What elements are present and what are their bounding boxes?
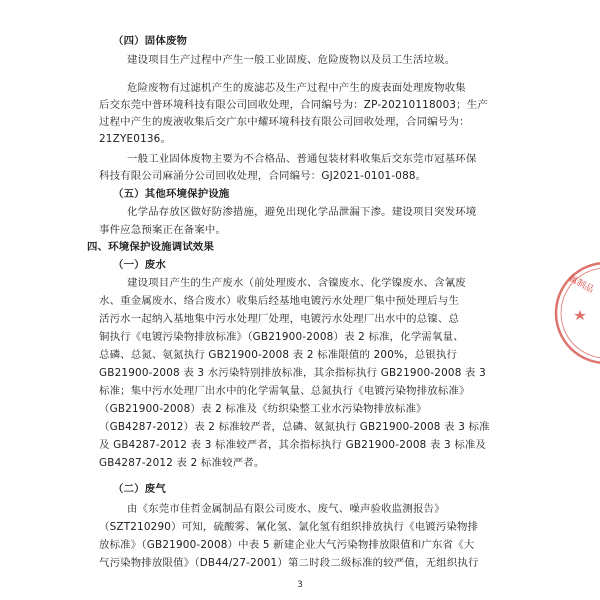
paragraph-line: 活污水一起纳入基地集中污水处理厂处理，电镀污水处理厂出水中的总镍、总 <box>99 313 460 325</box>
paragraph-line: 由《东莞市佳哲金属制品有限公司废水、废气、噪声验收监测报告》 <box>127 503 445 515</box>
paragraph-line: 建设项目产生的生产废水（前处理废水、含镍废水、化学镍废水、含氰废 <box>127 277 466 289</box>
paragraph-line: 总磷、总氮、氨氮执行 GB21900-2008 表 2 标准限值的 200%，总银执行 <box>99 349 458 361</box>
paragraph-line: 科技有限公司麻涌分公司回收处理，合同编号：GJ2021-0101-088。 <box>99 170 427 182</box>
paragraph-line: 水、重金属废水、络合废水）收集后经基地电镀污水处理厂集中预处理后与生 <box>99 295 460 307</box>
paragraph-line: 建设项目生产过程中产生一般工业固废、危险废物以及员工生活垃圾。 <box>127 54 456 66</box>
paragraph-line: 一般工业固体废物主要为不合格品、普通包装材料收集后交东莞市冠基环保 <box>127 153 477 165</box>
paragraph-line: 气污染物排放限值》（DB44/27-2001）第二时段二级标准的较严值，无组织执行 <box>99 557 479 569</box>
section-heading-solid-waste: （四）固体废物 <box>113 35 188 47</box>
paragraph-line: 铜执行《电镀污染物排放标准》（GB21900-2008）表 2 标准，化学需氧量、 <box>99 331 464 343</box>
section-heading-other-facilities: （五）其他环境保护设施 <box>113 188 230 200</box>
paragraph-line: 及 GB4287-2012 表 3 标准较严者，其余指标执行 GB21900-2008 表 3 标准及 <box>99 439 487 451</box>
chapter-heading-debugging-effect: 四、环境保护设施调试效果 <box>87 241 215 253</box>
seal-ring <box>556 263 600 363</box>
paragraph-line: 后交东莞中普环境科技有限公司回收处理，合同编号为：ZP-20210118003；生产 <box>99 99 488 111</box>
paragraph-line: 过程中产生的废液收集后交广东中耀环境科技有限公司回收处理，合同编号为： <box>99 116 470 128</box>
paragraph-line: 放标准》（GB21900-2008）中表 5 新建企业大气污染物排放限值和广东省《大 <box>99 539 475 551</box>
paragraph-line: 事件应急预案正在备案中。 <box>99 224 227 236</box>
paragraph-line: GB4287-2012 表 2 标准较严者。 <box>99 457 265 469</box>
company-seal-stamp <box>538 258 600 368</box>
paragraph-line: （SZT210290）可知，硫酸雾、氰化氢、氯化氢有组织排放执行《电镀污染物排 <box>99 521 479 533</box>
paragraph-line: GB21900-2008 表 3 水污染特别排放标准，其余指标执行 GB21900-2008 表 3 <box>99 367 486 379</box>
paragraph-line: 危险废物有过滤机产生的废滤芯及生产过程中产生的废表面处理废物收集 <box>127 82 466 94</box>
section-heading-wastewater: （一）废水 <box>113 259 166 271</box>
paragraph-line: 21ZYE0136。 <box>99 133 172 145</box>
paragraph-line: 标准；集中污水处理厂出水中的化学需氧量、总氮执行《电镀污染物排放标准》 <box>99 385 470 397</box>
page-number: 3 <box>297 580 303 590</box>
seal-lettering: 属制品 <box>566 273 596 296</box>
paragraph-line: （GB21900-2008）表 2 标准及《纺织染整工业水污染物排放标准》 <box>99 403 427 415</box>
paragraph-line: （GB4287-2012）表 2 标准较严者，总磷、氨氮执行 GB21900-2008 表 3 标准 <box>99 421 490 433</box>
section-heading-exhaust-gas: （二）废气 <box>113 483 166 495</box>
paragraph-line: 化学品存放区做好防渗措施，避免出现化学品泄漏下渗。建设项目突发环境 <box>127 206 477 218</box>
